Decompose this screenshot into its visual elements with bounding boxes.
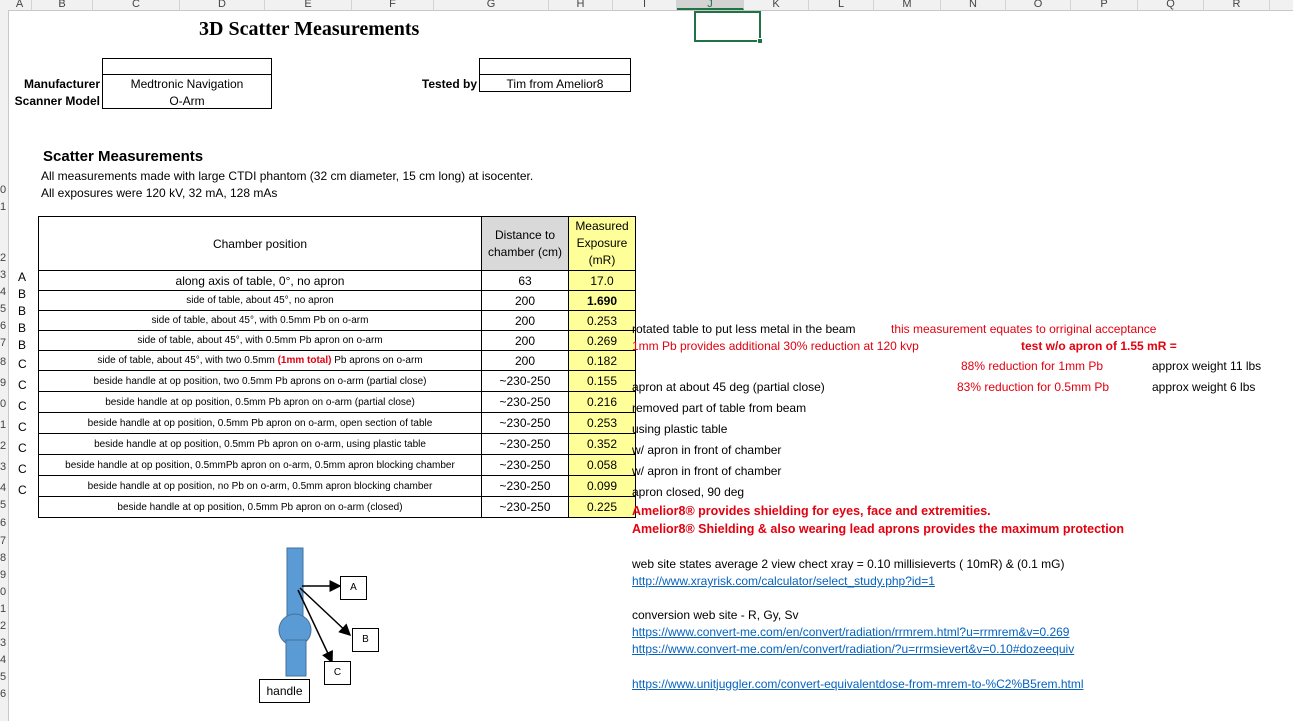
- row-number[interactable]: 8: [0, 357, 6, 368]
- cell-position[interactable]: side of table, about 45°, no apron: [39, 291, 482, 311]
- cell-position[interactable]: beside handle at op position, 0.5mm Pb apron on o-arm, open section of table: [39, 413, 482, 434]
- row-key-letter: B: [18, 321, 27, 335]
- cell-position[interactable]: beside handle at op position, 0.5mmPb apron on o-arm, 0.5mm apron blocking chamber: [39, 455, 482, 476]
- cell-exposure[interactable]: 0.216: [569, 392, 636, 413]
- row-number[interactable]: 1: [0, 604, 6, 615]
- table-row: [39, 455, 636, 476]
- note-apron-45: apron at about 45 deg (partial close): [632, 380, 825, 394]
- cell-exposure[interactable]: 0.182: [569, 351, 636, 371]
- column-header-a[interactable]: A: [8, 0, 32, 10]
- row-number[interactable]: 9: [0, 378, 6, 389]
- scanner-value: O-Arm: [169, 94, 205, 108]
- cell-exposure[interactable]: 17.0: [569, 271, 636, 291]
- note-test-without-apron: test w/o apron of 1.55 mR =: [1021, 339, 1177, 353]
- manufacturer-label: Manufacturer: [23, 77, 100, 91]
- note-plastic-table: using plastic table: [632, 422, 728, 436]
- label-box-b: [352, 628, 379, 652]
- section-line-1: All measurements made with large CTDI phantom (32 cm diameter, 15 cm long) at isocenter.: [41, 169, 534, 183]
- scanner-label: Scanner Model: [14, 94, 100, 108]
- manufacturer-value: Medtronic Navigation: [130, 77, 244, 91]
- cell-position[interactable]: side of table, about 45°, with 0.5mm Pb on o-arm: [39, 311, 482, 331]
- note-88-reduction: 88% reduction for 1mm Pb: [961, 359, 1104, 373]
- row-number[interactable]: 6: [0, 321, 6, 332]
- row-key-letter: B: [18, 304, 27, 318]
- row-number[interactable]: 2: [0, 621, 6, 632]
- note-apron-closed: apron closed, 90 deg: [632, 485, 745, 499]
- row-number[interactable]: 4: [0, 655, 6, 666]
- tested-box-blank[interactable]: [479, 58, 631, 75]
- column-header-d[interactable]: D: [180, 0, 265, 10]
- label-handle: handle: [266, 684, 303, 698]
- tested-label: Tested by: [421, 77, 477, 91]
- label-box-handle: [259, 679, 310, 703]
- column-header-g[interactable]: G: [434, 0, 549, 10]
- cell-distance[interactable]: ~230-250: [482, 476, 569, 497]
- cell-position[interactable]: beside handle at op position, 0.5mm Pb apron on o-arm (partial close): [39, 392, 482, 413]
- cell-distance[interactable]: ~230-250: [482, 392, 569, 413]
- row-number[interactable]: 3: [0, 270, 6, 281]
- cell-position[interactable]: beside handle at op position, no Pb on o-arm, 0.5mm apron blocking chamber: [39, 476, 482, 497]
- note-weight-6: approx weight 6 lbs: [1152, 380, 1256, 394]
- cell-position-part: side of table, about 45°, with two 0.5mm: [97, 355, 278, 366]
- section-heading: Scatter Measurements: [43, 148, 204, 165]
- row-number[interactable]: 2: [0, 253, 6, 264]
- column-header-e[interactable]: E: [265, 0, 352, 10]
- table-row: [39, 413, 636, 434]
- row-number[interactable]: 7: [0, 536, 6, 547]
- cell-distance[interactable]: 200: [482, 351, 569, 371]
- row-number[interactable]: 6: [0, 689, 6, 700]
- header-chamber-position: Chamber position: [39, 217, 482, 271]
- promo-line-2: Amelior8® Shielding & also wearing lead aprons provides the maximum protection: [632, 522, 1124, 536]
- column-header-r[interactable]: R: [1204, 0, 1270, 10]
- note-apron-front-2: w/ apron in front of chamber: [632, 464, 782, 478]
- link-convert-me-2[interactable]: https://www.convert-me.com/en/convert/radiation/?u=rrmsievert&v=0.10#dozeequiv: [632, 642, 1075, 656]
- page-title: 3D Scatter Measurements: [199, 18, 420, 40]
- column-header-b[interactable]: B: [32, 0, 93, 10]
- manufacturer-box-blank[interactable]: [102, 58, 272, 75]
- row-number[interactable]: 6: [0, 518, 6, 529]
- conversion-note: conversion web site - R, Gy, Sv: [632, 608, 799, 622]
- table-row: [39, 291, 636, 311]
- cell-exposure[interactable]: 0.058: [569, 455, 636, 476]
- cell-distance[interactable]: ~230-250: [482, 497, 569, 518]
- promo-line-1: Amelior8® provides shielding for eyes, face and extremities.: [632, 504, 991, 518]
- fill-handle[interactable]: [757, 38, 763, 44]
- row-number[interactable]: 3: [0, 462, 6, 473]
- row-key-letter: C: [18, 357, 27, 371]
- cell-exposure[interactable]: 0.253: [569, 413, 636, 434]
- column-header-c[interactable]: C: [93, 0, 180, 10]
- column-header-o[interactable]: O: [1006, 0, 1071, 10]
- cell-distance[interactable]: 63: [482, 271, 569, 291]
- o-arm-lower: [286, 640, 306, 676]
- note-acceptance: this measurement equates to orriginal acceptance: [891, 322, 1157, 336]
- row-key-letter: C: [18, 462, 27, 476]
- header-exposure: Measured Exposure (mR): [569, 217, 636, 271]
- row-key-letter: C: [18, 441, 27, 455]
- label-box-c: [324, 661, 351, 685]
- row-key-letter: C: [18, 483, 27, 497]
- cell-exposure[interactable]: 0.225: [569, 497, 636, 518]
- column-header-n[interactable]: N: [941, 0, 1006, 10]
- row-number[interactable]: 5: [0, 500, 6, 511]
- cell-position[interactable]: beside handle at op position, 0.5mm Pb apron on o-arm, using plastic table: [39, 434, 482, 455]
- row-number[interactable]: 2: [0, 441, 6, 452]
- cell-position-part: Pb aprons on o-arm: [331, 355, 423, 366]
- label-b: B: [362, 634, 369, 645]
- column-header-p[interactable]: P: [1071, 0, 1138, 10]
- cell-distance[interactable]: 200: [482, 331, 569, 351]
- cell-exposure[interactable]: 0.269: [569, 331, 636, 351]
- note-rotated-table: rotated table to put less metal in the beam: [632, 322, 856, 336]
- row-number[interactable]: 8: [0, 553, 6, 564]
- row-key-letter: A: [18, 270, 27, 284]
- table-row: [39, 434, 636, 455]
- cell-distance[interactable]: ~230-250: [482, 434, 569, 455]
- selected-cell[interactable]: [694, 11, 761, 42]
- row-number[interactable]: 1: [0, 420, 6, 431]
- section-line-2: All exposures were 120 kV, 32 mA, 128 mAs: [41, 186, 278, 200]
- cell-position[interactable]: [39, 351, 482, 371]
- cell-position[interactable]: side of table, about 45°, with 0.5mm Pb apron on o-arm: [39, 331, 482, 351]
- header-distance: Distance to chamber (cm): [482, 217, 569, 271]
- note-1mm-reduction: 1mm Pb provides additional 30% reduction at 120 kvp: [632, 339, 919, 353]
- web-note: web site states average 2 view chect xray = 0.10 millisieverts ( 10mR) & (0.1 mG): [632, 557, 1065, 571]
- row-number[interactable]: 9: [0, 570, 6, 581]
- label-c: C: [333, 667, 342, 678]
- note-83-reduction: 83% reduction for 0.5mm Pb: [957, 380, 1110, 394]
- cell-position[interactable]: along axis of table, 0°, no apron: [39, 271, 482, 291]
- row-key-letter: C: [18, 378, 27, 392]
- note-weight-11: approx weight 11 lbs: [1152, 359, 1262, 373]
- column-header-i[interactable]: I: [613, 0, 677, 10]
- cell-distance[interactable]: ~230-250: [482, 455, 569, 476]
- link-xrayrisk[interactable]: http://www.xrayrisk.com/calculator/select_study.php?id=1: [632, 574, 935, 588]
- column-header-j[interactable]: J: [677, 0, 744, 10]
- label-box-a: [340, 576, 367, 600]
- row-number[interactable]: 0: [0, 587, 6, 598]
- column-header-k[interactable]: K: [744, 0, 809, 10]
- row-number[interactable]: 4: [0, 287, 6, 298]
- cell-exposure[interactable]: 1.690: [569, 291, 636, 311]
- cell-position[interactable]: beside handle at op position, 0.5mm Pb apron on o-arm (closed): [39, 497, 482, 518]
- row-number[interactable]: 4: [0, 483, 6, 494]
- row-number[interactable]: 1: [0, 202, 6, 213]
- tested-value: Tim from Amelior8: [506, 77, 604, 91]
- cell-distance[interactable]: 200: [482, 311, 569, 331]
- cell-exposure[interactable]: 0.155: [569, 371, 636, 392]
- cell-exposure[interactable]: 0.253: [569, 311, 636, 331]
- table-row: [39, 271, 636, 291]
- row-number[interactable]: 5: [0, 304, 6, 315]
- cell-exposure[interactable]: 0.352: [569, 434, 636, 455]
- link-unitjuggler[interactable]: https://www.unitjuggler.com/convert-equivalentdose-from-mrem-to-%C2%B5rem.html: [632, 677, 1084, 691]
- column-header-m[interactable]: M: [874, 0, 941, 10]
- row-number[interactable]: 0: [0, 185, 6, 196]
- cell-distance[interactable]: ~230-250: [482, 413, 569, 434]
- row-number[interactable]: 7: [0, 338, 6, 349]
- row-number[interactable]: 5: [0, 672, 6, 683]
- row-number[interactable]: 0: [0, 399, 6, 410]
- cell-distance[interactable]: 200: [482, 291, 569, 311]
- table-row: [39, 497, 636, 518]
- table-row: [39, 371, 636, 392]
- table-row: [39, 476, 636, 497]
- table-row: [39, 392, 636, 413]
- row-key-letter: C: [18, 420, 27, 434]
- row-key-letter: B: [18, 338, 27, 352]
- row-number[interactable]: 3: [0, 638, 6, 649]
- column-header-h[interactable]: H: [549, 0, 613, 10]
- note-removed-table: removed part of table from beam: [632, 401, 807, 415]
- table-row: [39, 351, 636, 371]
- column-header-bar: [0, 0, 1293, 11]
- table-row: [39, 311, 636, 331]
- link-convert-me-1[interactable]: https://www.convert-me.com/en/convert/radiation/rrmrem.html?u=rrmrem&v=0.269: [632, 625, 1070, 639]
- column-header-l[interactable]: L: [809, 0, 874, 10]
- row-key-letter: C: [18, 399, 27, 413]
- column-header-q[interactable]: Q: [1138, 0, 1204, 10]
- table-row: [39, 331, 636, 351]
- label-a: A: [350, 582, 357, 593]
- cell-exposure[interactable]: 0.099: [569, 476, 636, 497]
- row-key-letter: B: [18, 287, 27, 301]
- cell-distance[interactable]: ~230-250: [482, 371, 569, 392]
- note-apron-front-1: w/ apron in front of chamber: [632, 443, 782, 457]
- measurements-table: [38, 216, 636, 518]
- column-header-f[interactable]: F: [352, 0, 434, 10]
- cell-position[interactable]: beside handle at op position, two 0.5mm Pb aprons on o-arm (partial close): [39, 371, 482, 392]
- row-header-bar: [0, 10, 9, 721]
- cell-position-highlight: (1mm total): [277, 355, 332, 366]
